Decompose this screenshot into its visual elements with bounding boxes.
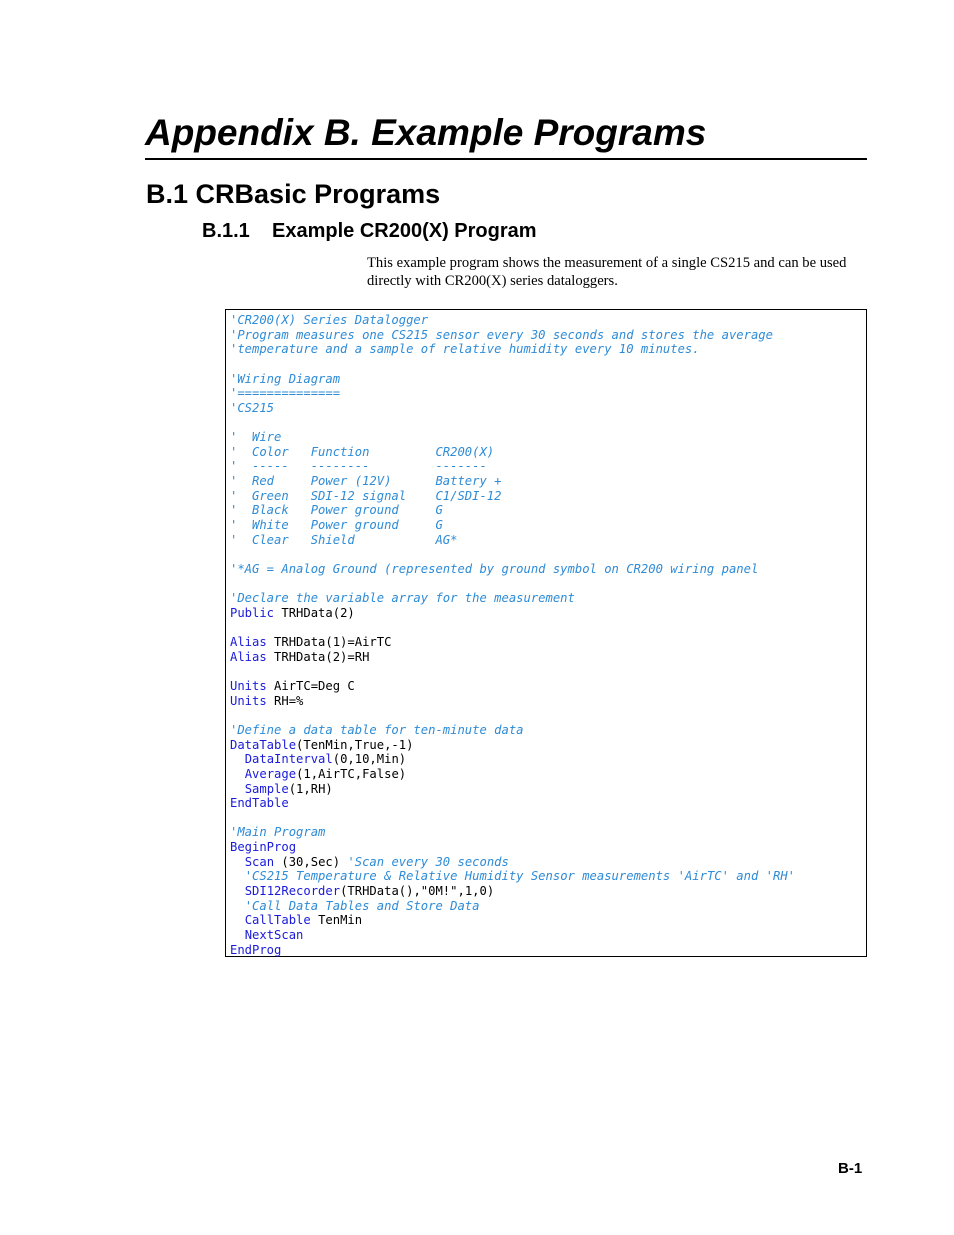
- code-line: [230, 782, 866, 797]
- section-title-text: CRBasic Programs: [195, 179, 441, 209]
- code-comment: 'Main Program: [230, 825, 326, 840]
- code-line: [230, 899, 866, 914]
- code-text: [230, 767, 245, 781]
- code-line: [230, 328, 866, 343]
- code-line: [230, 620, 866, 635]
- code-text: [230, 913, 245, 927]
- code-text: (TenMin,True,-1): [296, 737, 414, 752]
- code-line: [230, 562, 866, 577]
- code-text: AirTC=Deg C: [266, 679, 355, 694]
- code-keyword: Units: [230, 679, 267, 694]
- code-line: [230, 752, 866, 767]
- code-keyword: Alias: [230, 649, 267, 664]
- code-text: TRHData(2)=RH: [266, 649, 370, 664]
- code-text: [230, 884, 245, 898]
- code-text: [230, 855, 245, 869]
- code-comment: 'Define a data table for ten-minute data: [230, 722, 524, 737]
- section-title: [146, 177, 440, 211]
- section-number: B.1: [146, 179, 189, 209]
- code-comment: ' Clear Shield AG*: [230, 532, 458, 547]
- code-line: [230, 811, 866, 826]
- code-comment: ' Color Function CR200(X): [230, 444, 495, 459]
- code-line: [230, 679, 866, 694]
- code-line: [230, 459, 866, 474]
- code-keyword: EndProg: [230, 942, 282, 957]
- code-comment: 'Wiring Diagram: [230, 371, 341, 386]
- code-line: [230, 913, 866, 928]
- code-line: [230, 840, 866, 855]
- code-line: [230, 474, 866, 489]
- code-comment: 'CS215: [230, 400, 275, 415]
- code-keyword: DataInterval: [244, 752, 333, 767]
- code-text: (1,AirTC,False): [296, 766, 407, 781]
- code-text: (1,RH): [288, 781, 333, 796]
- code-comment: 'Scan every 30 seconds: [347, 854, 509, 869]
- code-line: [230, 708, 866, 723]
- code-keyword: BeginProg: [230, 840, 297, 855]
- code-comment: ' ----- -------- -------: [230, 459, 487, 474]
- code-comment: 'temperature and a sample of relative humidity every 10 minutes.: [230, 342, 700, 357]
- code-line: [230, 445, 866, 460]
- code-text: [230, 782, 245, 796]
- code-line: [230, 738, 866, 753]
- code-text: (30,Sec): [274, 854, 348, 869]
- code-line: [230, 547, 866, 562]
- subsection-number: B.1.1: [202, 220, 250, 242]
- code-keyword: Average: [244, 766, 297, 781]
- code-line: [230, 869, 866, 884]
- code-line: [230, 943, 866, 958]
- code-text: (0,10,Min): [332, 752, 407, 767]
- code-block: [230, 313, 866, 957]
- code-comment: 'Program measures one CS215 sensor every 30 seconds and stores the average: [230, 327, 773, 342]
- intro-paragraph: This example program shows the measurement of a single CS215 and can be used directly with CR200(X) series dataloggers.: [367, 255, 847, 289]
- code-keyword: Units: [230, 693, 267, 708]
- code-line: [230, 401, 866, 416]
- code-text: [230, 928, 245, 942]
- code-line: [230, 928, 866, 943]
- code-comment: ' Red Power (12V) Battery +: [230, 474, 502, 489]
- code-text: [230, 869, 245, 883]
- code-line: [230, 386, 866, 401]
- code-line: [230, 664, 866, 679]
- code-line: [230, 767, 866, 782]
- code-text: TenMin: [310, 913, 363, 928]
- code-line: [230, 650, 866, 665]
- code-keyword: NextScan: [244, 927, 304, 942]
- code-text: RH=%: [266, 693, 304, 708]
- code-keyword: Public: [230, 605, 275, 620]
- code-line: [230, 825, 866, 840]
- code-keyword: Scan: [244, 854, 275, 869]
- code-line: [230, 884, 866, 899]
- code-line: [230, 313, 866, 328]
- code-text: [230, 752, 245, 766]
- code-line: [230, 723, 866, 738]
- code-comment: ' Black Power ground G: [230, 503, 443, 518]
- code-line: [230, 503, 866, 518]
- code-line: [230, 591, 866, 606]
- code-keyword: Alias: [230, 635, 267, 650]
- code-line: [230, 855, 866, 870]
- subsection-title: [202, 218, 537, 244]
- code-keyword: EndTable: [230, 796, 289, 811]
- code-keyword: Sample: [244, 781, 289, 796]
- code-comment: ' Green SDI-12 signal C1/SDI-12: [230, 488, 502, 503]
- code-line: [230, 415, 866, 430]
- code-keyword: SDI12Recorder: [244, 883, 341, 898]
- code-line: [230, 430, 866, 445]
- code-comment: ' Wire: [230, 430, 282, 445]
- code-line: [230, 796, 866, 811]
- appendix-title: Appendix B. Example Programs: [145, 110, 867, 160]
- code-keyword: CallTable: [244, 913, 311, 928]
- code-line: [230, 342, 866, 357]
- code-text: TRHData(1)=AirTC: [266, 635, 392, 650]
- code-comment: 'CR200(X) Series Datalogger: [230, 313, 429, 327]
- code-comment: 'Declare the variable array for the measurement: [230, 591, 575, 606]
- code-line: [230, 606, 866, 621]
- code-line: [230, 357, 866, 372]
- code-comment: 'CS215 Temperature & Relative Humidity Sensor measurements 'AirTC' and 'RH': [244, 869, 795, 884]
- code-comment: ' White Power ground G: [230, 517, 443, 532]
- code-line: [230, 518, 866, 533]
- code-comment: '==============: [230, 386, 341, 401]
- code-line: [230, 489, 866, 504]
- code-line: [230, 577, 866, 592]
- code-text: [230, 899, 245, 913]
- code-text: (TRHData(),"0M!",1,0): [340, 883, 495, 898]
- code-keyword: DataTable: [230, 737, 297, 752]
- code-text: TRHData(2): [274, 605, 355, 620]
- code-line: [230, 694, 866, 709]
- code-line: [230, 533, 866, 548]
- page-number: B-1: [838, 1160, 863, 1177]
- code-comment: '*AG = Analog Ground (represented by ground symbol on CR200 wiring panel: [230, 561, 759, 576]
- subsection-title-text: Example CR200(X) Program: [272, 220, 537, 242]
- code-line: [230, 372, 866, 387]
- code-line: [230, 635, 866, 650]
- code-listing: [225, 309, 867, 957]
- code-comment: 'Call Data Tables and Store Data: [244, 898, 480, 913]
